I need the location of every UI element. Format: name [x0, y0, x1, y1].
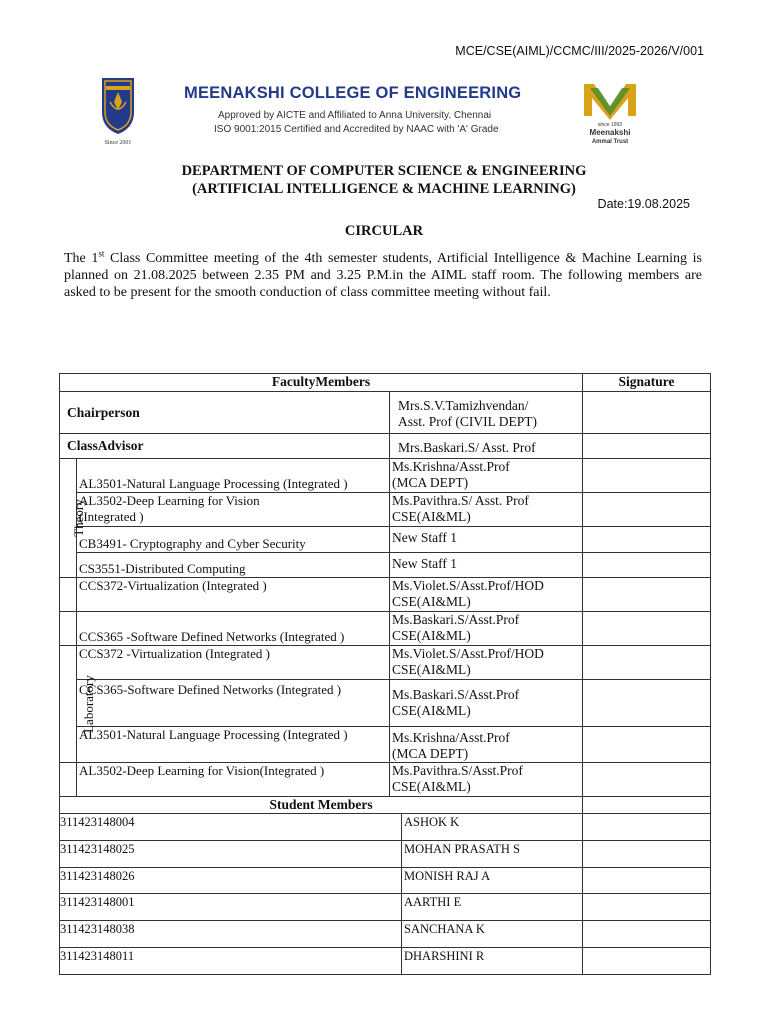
subject-cell: AL3501-Natural Language Processing (Integrated )	[77, 459, 390, 493]
department-line-2: (ARTIFICIAL INTELLIGENCE & MACHINE LEARNING)	[192, 181, 576, 197]
signature-header: Signature	[583, 374, 711, 392]
staff-line-1: Ms.Violet.S/Asst.Prof/HOD	[392, 578, 544, 593]
student-row	[60, 841, 711, 868]
staff-line-1: Ms.Pavithra.S/ Asst. Prof	[392, 493, 529, 508]
blank-cell	[60, 578, 77, 612]
signature-cell	[583, 727, 711, 763]
signature-cell	[583, 841, 711, 868]
table-header-row	[60, 374, 711, 392]
student-name: MOHAN PRASATH S	[402, 841, 583, 868]
department-heading	[0, 162, 768, 198]
signature-cell	[583, 459, 711, 493]
staff-cell: New Staff 1	[390, 527, 583, 553]
student-name: SANCHANA K	[402, 921, 583, 948]
laboratory-label-cell	[60, 646, 96, 763]
staff-cell	[390, 646, 583, 680]
staff-line-2: (MCA DEPT)	[392, 475, 469, 490]
college-name: MEENAKSHI COLLEGE OF ENGINEERING	[184, 84, 522, 102]
staff-cell	[390, 680, 583, 727]
signature-cell	[583, 921, 711, 948]
signature-cell	[583, 493, 711, 527]
subject-cell: AL3501-Natural Language Processing (Integrated )	[77, 727, 390, 763]
staff-line-1: Ms.Baskari.S/Asst.Prof	[392, 687, 520, 702]
signature-cell	[583, 578, 711, 612]
signature-cell	[583, 797, 711, 814]
chairperson-label: Chairperson	[60, 392, 390, 434]
theory-row	[60, 578, 711, 612]
signature-cell	[583, 612, 711, 646]
theory-row	[60, 459, 711, 493]
staff-cell	[390, 763, 583, 797]
student-reg-no: 311423148001	[60, 894, 402, 921]
signature-cell	[583, 434, 711, 459]
staff-line-2: CSE(AI&ML)	[392, 628, 471, 643]
staff-cell	[390, 459, 583, 493]
laboratory-row	[60, 763, 711, 797]
signature-cell	[583, 646, 711, 680]
student-members-header: Student Members	[60, 797, 583, 814]
subject-cell: CCS372 -Virtualization (Integrated )	[77, 646, 390, 680]
staff-line-1: Ms.Baskari.S/Asst.Prof	[392, 612, 520, 627]
subject-cell: CCS372-Virtualization (Integrated )	[77, 578, 390, 612]
staff-line-2: CSE(AI&ML)	[392, 779, 471, 794]
subject-cell	[77, 493, 390, 527]
student-name: AARTHI E	[402, 894, 583, 921]
student-row	[60, 868, 711, 894]
theory-label: Theory	[70, 499, 86, 537]
subject-cell: CCS365 -Software Defined Networks (Integrated )	[77, 612, 390, 646]
chairperson-name-line-1: Mrs.S.V.Tamizhvendan/	[398, 398, 529, 413]
laboratory-row	[60, 727, 711, 763]
body-prefix: The 1	[64, 251, 99, 266]
staff-line-1: Ms.Violet.S/Asst.Prof/HOD	[392, 646, 544, 661]
staff-line-2: (MCA DEPT)	[392, 746, 469, 761]
letterhead	[66, 70, 650, 154]
staff-line-1: Ms.Krishna/Asst.Prof	[392, 730, 510, 745]
college-crest-logo	[72, 72, 164, 148]
accreditation-line: ISO 9001:2015 Certified and Accredited by NAAC with 'A' Grade	[214, 124, 499, 135]
student-reg-no: 311423148026	[60, 868, 402, 894]
subject-line-1: AL3502-Deep Learning for Vision	[79, 493, 260, 508]
staff-line-1: Ms.Krishna/Asst.Prof	[392, 459, 510, 474]
staff-cell: New Staff 1	[390, 553, 583, 578]
subject-line-2: (Integrated )	[79, 509, 144, 524]
staff-line-1: Ms.Pavithra.S/Asst.Prof	[392, 763, 523, 778]
signature-cell	[583, 948, 711, 975]
reference-number: MCE/CSE(AIML)/CCMC/III/2025-2026/V/001	[455, 44, 704, 58]
class-advisor-row	[60, 434, 711, 459]
staff-cell	[390, 578, 583, 612]
student-row	[60, 894, 711, 921]
student-reg-no: 311423148038	[60, 921, 402, 948]
logo-caption: Since 2001	[104, 140, 132, 146]
faculty-members-header: FacultyMembers	[60, 374, 583, 392]
signature-cell	[583, 680, 711, 727]
subject-cell: CS3551-Distributed Computing	[77, 553, 390, 578]
body-superscript: st	[98, 248, 105, 259]
staff-cell	[390, 727, 583, 763]
body-text: Class Committee meeting of the 4th semester students, Artificial Intelligence & Machine Learning is planned on 21.08.2025 between 2.35 PM and 3.25 P.M.in the AIML staff room. The following members are asked to be present for the smooth conduction of class committee meeting without fail.	[64, 251, 703, 300]
trust-label: Ammal Trust	[591, 139, 629, 145]
student-reg-no: 311423148025	[60, 841, 402, 868]
circular-title: CIRCULAR	[344, 223, 424, 239]
student-reg-no: 311423148011	[60, 948, 402, 975]
trust-logo	[570, 76, 650, 146]
approval-line: Approved by AICTE and Affiliated to Anna University. Chennai	[218, 110, 492, 121]
laboratory-label: Laboratory	[80, 675, 96, 733]
chairperson-row	[60, 392, 711, 434]
chairperson-name-line-2: Asst. Prof (CIVIL DEPT)	[398, 414, 537, 429]
theory-row	[60, 527, 711, 553]
student-row	[60, 921, 711, 948]
trust-name: Meenakshi	[589, 128, 631, 137]
signature-cell	[583, 553, 711, 578]
signature-cell	[583, 868, 711, 894]
staff-line-2: CSE(AI&ML)	[392, 703, 471, 718]
circular-body	[64, 250, 702, 301]
student-members-header-row	[60, 797, 711, 814]
signature-cell	[583, 763, 711, 797]
student-row	[60, 948, 711, 975]
committee-table	[59, 373, 711, 975]
signature-cell	[583, 392, 711, 434]
theory-row	[60, 493, 711, 527]
signature-cell	[583, 527, 711, 553]
staff-line-2: CSE(AI&ML)	[392, 509, 471, 524]
chairperson-name	[390, 392, 583, 434]
class-advisor-name: Mrs.Baskari.S/ Asst. Prof	[390, 434, 583, 459]
staff-cell	[390, 493, 583, 527]
theory-row	[60, 553, 711, 578]
student-name: MONISH RAJ A	[402, 868, 583, 894]
subject-cell: CCS365-Software Defined Networks (Integrated )	[77, 680, 390, 727]
laboratory-row	[60, 680, 711, 727]
staff-line-2: CSE(AI&ML)	[392, 662, 471, 677]
theory-row	[60, 612, 711, 646]
student-name: DHARSHINI R	[402, 948, 583, 975]
circular-date: Date:19.08.2025	[597, 197, 690, 211]
department-line-1: DEPARTMENT OF COMPUTER SCIENCE & ENGINEERING	[181, 163, 587, 179]
student-row	[60, 814, 711, 841]
staff-cell	[390, 612, 583, 646]
signature-cell	[583, 814, 711, 841]
blank-cell	[60, 763, 77, 797]
laboratory-row	[60, 646, 711, 680]
subject-cell: CB3491- Cryptography and Cyber Security	[77, 527, 390, 553]
trust-since: since 1993	[597, 122, 623, 128]
blank-cell	[60, 612, 77, 646]
theory-label-cell	[60, 459, 86, 578]
student-reg-no: 311423148004	[60, 814, 402, 841]
class-advisor-label: ClassAdvisor	[60, 434, 390, 459]
signature-cell	[583, 894, 711, 921]
subject-cell: AL3502-Deep Learning for Vision(Integrated )	[77, 763, 390, 797]
staff-line-2: CSE(AI&ML)	[392, 594, 471, 609]
student-name: ASHOK K	[402, 814, 583, 841]
